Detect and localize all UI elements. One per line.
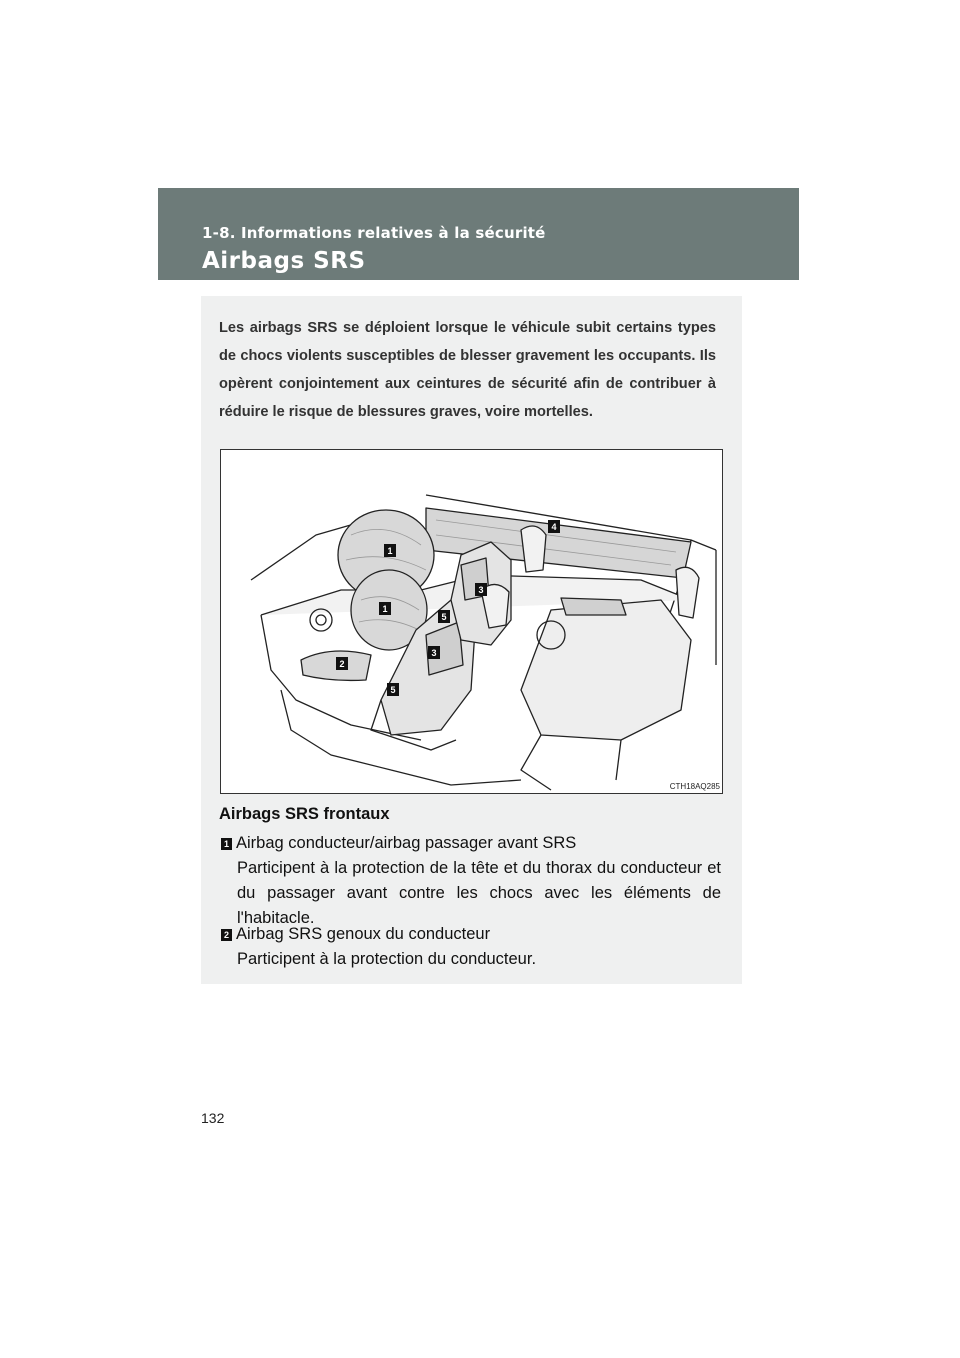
content-panel [201, 296, 742, 984]
svg-text:1: 1 [387, 546, 393, 556]
figure-code: CTH18AQ285 [669, 782, 720, 791]
airbag-location-illustration [220, 449, 723, 794]
callout-1-driver [379, 602, 391, 615]
callout-5-driver [387, 683, 399, 696]
item-marker: 2 [221, 929, 232, 941]
item-marker: 1 [221, 838, 232, 850]
callout-3-driver-side [428, 646, 440, 659]
frontal-airbags-heading: Airbags SRS frontaux [219, 805, 390, 823]
callout-2-knee [336, 657, 348, 670]
item-title: Airbag SRS genoux du conducteur [236, 925, 491, 943]
section-label: 1-8. Informations relatives à la sécurité [202, 224, 546, 242]
svg-text:5: 5 [390, 685, 396, 695]
list-item-driver-passenger-airbag [221, 831, 721, 931]
svg-text:2: 2 [339, 659, 345, 669]
page-number: 132 [201, 1110, 225, 1126]
item-title: Airbag conducteur/airbag passager avant SRS [236, 834, 577, 852]
callout-5-passenger [438, 610, 450, 623]
list-item-knee-airbag [221, 922, 721, 972]
callout-1-passenger [384, 544, 396, 557]
chapter-header-band [158, 188, 799, 280]
svg-text:1: 1 [382, 604, 388, 614]
item-description: Participent à la protection du conducteur. [237, 950, 537, 968]
callout-4-curtain [548, 520, 560, 533]
car-interior-drawing [221, 450, 722, 793]
page-title: Airbags SRS [202, 248, 366, 274]
intro-paragraph: Les airbags SRS se déploient lorsque le véhicule subit certains types de chocs violents susceptibles de blesser gravement les occupants. Ils opèrent conjointement aux ceintures de sécurité afin de contribuer à réduire le risque de blessures graves, voire mortelles. [219, 320, 716, 420]
callout-3-passenger-side [475, 583, 487, 596]
svg-text:4: 4 [551, 522, 557, 532]
item-description: Participent à la protection de la tête et du thorax du conducteur et du passager avant contre les chocs avec les éléments de l'habitacle. [237, 859, 721, 927]
svg-text:3: 3 [431, 648, 437, 658]
svg-text:3: 3 [478, 585, 484, 595]
svg-text:5: 5 [441, 612, 447, 622]
